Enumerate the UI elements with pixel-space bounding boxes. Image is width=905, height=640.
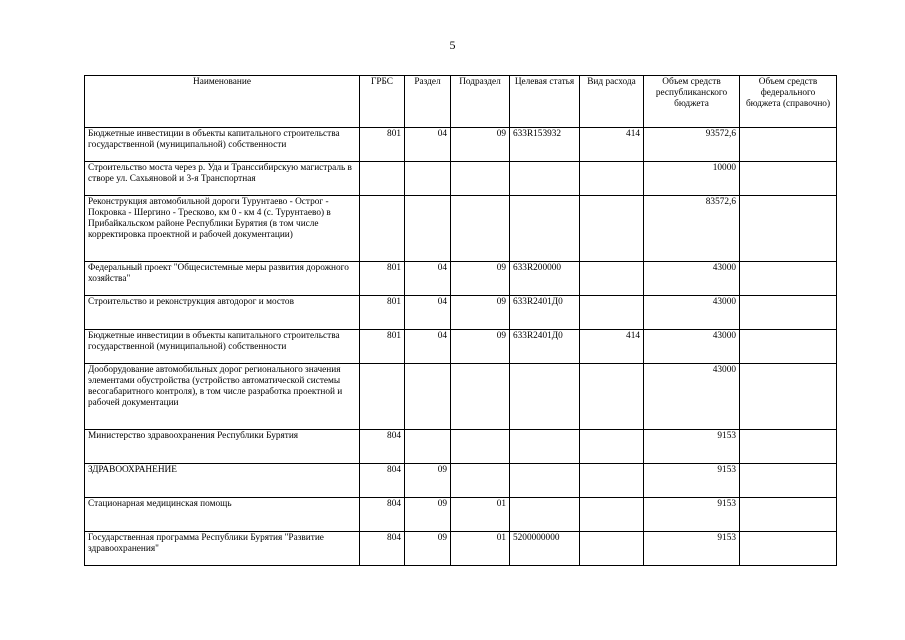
- header-grbs: ГРБС: [360, 76, 405, 128]
- table-row: [85, 532, 837, 566]
- page-number: 5: [449, 38, 456, 52]
- cell-section: 04: [405, 128, 451, 162]
- header-target: Целевая статья: [510, 76, 580, 128]
- cell-federal-budget: [740, 430, 837, 464]
- cell-subsection: 01: [451, 532, 510, 566]
- cell-federal-budget: [740, 532, 837, 566]
- cell-grbs: [360, 196, 405, 262]
- cell-expense-type: 414: [580, 330, 644, 364]
- cell-federal-budget: [740, 296, 837, 330]
- table-row: [85, 196, 837, 262]
- cell-republic-budget: 43000: [644, 330, 740, 364]
- table-row: [85, 262, 837, 296]
- header-republic-budget: Объем средств республиканского бюджета: [644, 76, 740, 128]
- table-row: [85, 364, 837, 430]
- header-federal-budget: Объем средств федерального бюджета (справочно): [740, 76, 837, 128]
- cell-republic-budget: 83572,6: [644, 196, 740, 262]
- cell-subsection: 01: [451, 498, 510, 532]
- table-row: [85, 296, 837, 330]
- cell-grbs: 804: [360, 464, 405, 498]
- cell-federal-budget: [740, 364, 837, 430]
- cell-federal-budget: [740, 196, 837, 262]
- table-row: [85, 162, 837, 196]
- cell-section: [405, 162, 451, 196]
- cell-target: [510, 498, 580, 532]
- cell-grbs: [360, 364, 405, 430]
- cell-federal-budget: [740, 162, 837, 196]
- cell-name: Государственная программа Республики Бурятия "Развитие здравоохранения": [85, 532, 360, 566]
- table-row: [85, 498, 837, 532]
- cell-expense-type: [580, 196, 644, 262]
- header-subsection: Подраздел: [451, 76, 510, 128]
- cell-name: Бюджетные инвестиции в объекты капитального строительства государственной (муниципальной) собственности: [85, 330, 360, 364]
- cell-section: 09: [405, 532, 451, 566]
- cell-target: [510, 464, 580, 498]
- cell-name: Министерство здравоохранения Республики Бурятия: [85, 430, 360, 464]
- table-header-row: [85, 76, 837, 128]
- table-body: [85, 128, 837, 566]
- cell-republic-budget: 9153: [644, 464, 740, 498]
- cell-republic-budget: 9153: [644, 532, 740, 566]
- cell-section: 09: [405, 498, 451, 532]
- table-row: [85, 430, 837, 464]
- cell-target: 5200000000: [510, 532, 580, 566]
- cell-target: 633R2401Д0: [510, 330, 580, 364]
- cell-republic-budget: 43000: [644, 364, 740, 430]
- cell-section: 04: [405, 262, 451, 296]
- header-name: Наименование: [85, 76, 360, 128]
- cell-section: 09: [405, 464, 451, 498]
- cell-grbs: 804: [360, 498, 405, 532]
- cell-grbs: 804: [360, 532, 405, 566]
- cell-subsection: [451, 464, 510, 498]
- cell-republic-budget: 10000: [644, 162, 740, 196]
- cell-name: Строительство моста через р. Уда и Транссибирскую магистраль в створе ул. Сахьяновой и 3-я Транспортная: [85, 162, 360, 196]
- cell-republic-budget: 9153: [644, 498, 740, 532]
- cell-section: 04: [405, 296, 451, 330]
- cell-section: 04: [405, 330, 451, 364]
- cell-republic-budget: 9153: [644, 430, 740, 464]
- cell-grbs: 804: [360, 430, 405, 464]
- cell-federal-budget: [740, 262, 837, 296]
- cell-republic-budget: 43000: [644, 262, 740, 296]
- cell-name: Строительство и реконструкция автодорог и мостов: [85, 296, 360, 330]
- cell-name: Стационарная медицинская помощь: [85, 498, 360, 532]
- header-expense-type: Вид расхода: [580, 76, 644, 128]
- cell-grbs: 801: [360, 296, 405, 330]
- cell-grbs: 801: [360, 128, 405, 162]
- cell-expense-type: 414: [580, 128, 644, 162]
- cell-section: [405, 364, 451, 430]
- cell-federal-budget: [740, 464, 837, 498]
- cell-expense-type: [580, 430, 644, 464]
- cell-expense-type: [580, 532, 644, 566]
- cell-grbs: [360, 162, 405, 196]
- cell-grbs: 801: [360, 330, 405, 364]
- cell-target: [510, 196, 580, 262]
- cell-expense-type: [580, 364, 644, 430]
- cell-federal-budget: [740, 128, 837, 162]
- table-row: [85, 128, 837, 162]
- budget-table: [84, 75, 837, 566]
- cell-target: [510, 430, 580, 464]
- header-section: Раздел: [405, 76, 451, 128]
- cell-section: [405, 196, 451, 262]
- cell-name: Федеральный проект "Общесистемные меры развития дорожного хозяйства": [85, 262, 360, 296]
- cell-republic-budget: 93572,6: [644, 128, 740, 162]
- cell-federal-budget: [740, 330, 837, 364]
- cell-target: 633R200000: [510, 262, 580, 296]
- cell-target: 633R2401Д0: [510, 296, 580, 330]
- cell-name: ЗДРАВООХРАНЕНИЕ: [85, 464, 360, 498]
- cell-federal-budget: [740, 498, 837, 532]
- cell-name: Бюджетные инвестиции в объекты капитального строительства государственной (муниципальной) собственности: [85, 128, 360, 162]
- cell-name: Реконструкция автомобильной дороги Турунтаево - Острог - Покровка - Шергино - Тресково, км 0 - км 4 (с. Турунтаево) в Прибайкальском районе Республики Бурятия (в том числе корректировка проектной и рабочей документации): [85, 196, 360, 262]
- cell-republic-budget: 43000: [644, 296, 740, 330]
- cell-expense-type: [580, 262, 644, 296]
- cell-grbs: 801: [360, 262, 405, 296]
- cell-name: Дооборудование автомобильных дорог регионального значения элементами обустройства (устройство автоматической системы весогабаритного контроля), в том числе разработка проектной и рабочей документации: [85, 364, 360, 430]
- cell-section: [405, 430, 451, 464]
- cell-subsection: [451, 364, 510, 430]
- cell-subsection: 09: [451, 128, 510, 162]
- cell-subsection: [451, 430, 510, 464]
- cell-subsection: [451, 196, 510, 262]
- cell-target: [510, 162, 580, 196]
- cell-subsection: [451, 162, 510, 196]
- cell-subsection: 09: [451, 296, 510, 330]
- table-row: [85, 464, 837, 498]
- cell-target: 633R153932: [510, 128, 580, 162]
- cell-subsection: 09: [451, 262, 510, 296]
- table-row: [85, 330, 837, 364]
- cell-expense-type: [580, 296, 644, 330]
- cell-expense-type: [580, 464, 644, 498]
- cell-subsection: 09: [451, 330, 510, 364]
- cell-expense-type: [580, 498, 644, 532]
- cell-expense-type: [580, 162, 644, 196]
- cell-target: [510, 364, 580, 430]
